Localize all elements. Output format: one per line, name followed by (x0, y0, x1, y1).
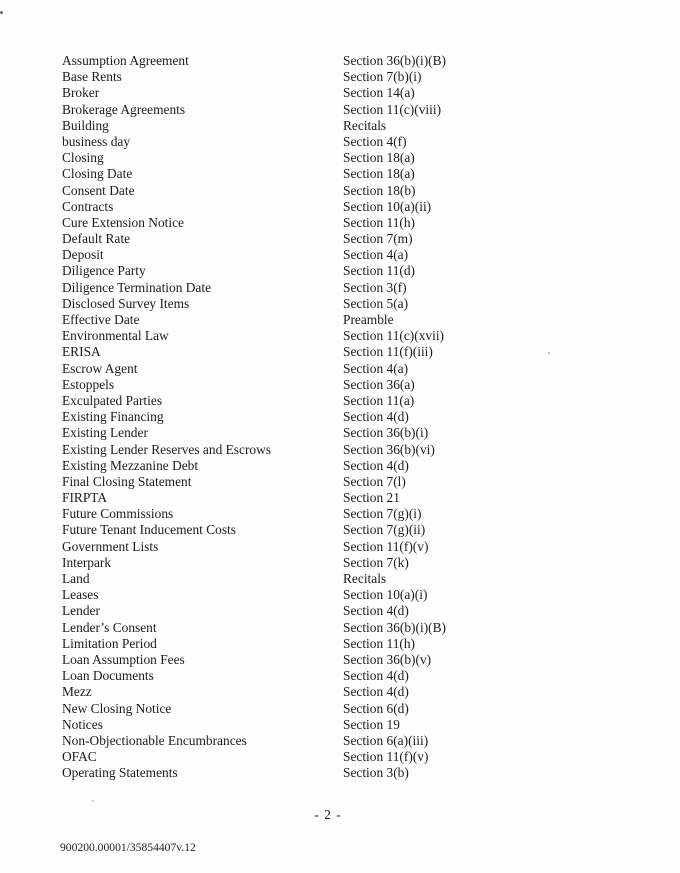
term-row (62, 69, 622, 85)
term-row (62, 490, 622, 506)
section-reference: Section 11(h) (343, 214, 416, 230)
section-reference: Section 7(k) (343, 554, 409, 570)
term-row (62, 539, 622, 555)
term-label: Existing Lender (62, 425, 148, 441)
term-label: Default Rate (62, 231, 131, 247)
scan-speck (0, 11, 3, 14)
section-reference: Section 6(a)(iii) (343, 732, 429, 748)
section-reference: Section 7(g)(ii) (343, 522, 426, 538)
term-row (62, 636, 622, 652)
term-label: ERISA (62, 344, 101, 360)
section-reference: Section 4(d) (343, 668, 409, 684)
term-label: Lender’s Consent (62, 619, 157, 635)
section-reference: Recitals (343, 571, 387, 586)
term-label: Building (62, 117, 109, 133)
term-row (62, 733, 622, 749)
term-label: Brokerage Agreements (62, 101, 186, 117)
term-row (62, 118, 622, 134)
term-row (62, 603, 622, 619)
term-label: Government Lists (62, 538, 159, 554)
term-label: Estoppels (62, 376, 115, 392)
term-row (62, 555, 622, 571)
term-row (62, 620, 622, 636)
section-reference: Section 18(b) (343, 182, 416, 198)
term-label: Deposit (62, 247, 104, 263)
section-reference: Section 4(d) (343, 603, 409, 619)
term-label: Assumption Agreement (62, 53, 189, 68)
term-row (62, 684, 622, 700)
section-reference: Section 36(b)(v) (343, 651, 432, 667)
term-row (62, 85, 622, 101)
term-row (62, 263, 622, 279)
term-row (62, 749, 622, 765)
section-reference: Section 11(h) (343, 635, 416, 651)
section-reference: Section 36(b)(i)(B) (343, 53, 447, 68)
term-label: Future Tenant Inducement Costs (62, 522, 236, 538)
term-row (62, 199, 622, 215)
term-row (62, 247, 622, 263)
term-row (62, 393, 622, 409)
term-label: Broker (62, 85, 100, 101)
section-reference: Section 11(c)(viii) (343, 101, 442, 117)
term-row (62, 102, 622, 118)
term-label: Limitation Period (62, 635, 157, 651)
term-label: Environmental Law (62, 328, 169, 344)
term-row (62, 442, 622, 458)
term-label: Cure Extension Notice (62, 214, 184, 230)
term-row (62, 717, 622, 733)
section-reference: Preamble (343, 312, 394, 327)
section-reference: Section 11(f)(v) (343, 538, 429, 554)
section-reference: Section 4(d) (343, 409, 409, 425)
section-reference: Section 14(a) (343, 85, 415, 101)
term-label: Closing (62, 150, 104, 166)
term-row (62, 377, 622, 393)
term-row (62, 474, 622, 490)
section-reference: Section 3(f) (343, 279, 407, 295)
section-reference: Section 10(a)(ii) (343, 198, 432, 214)
term-row (62, 765, 622, 781)
term-label: Existing Lender Reserves and Escrows (62, 441, 271, 457)
term-label: Future Commissions (62, 506, 174, 522)
term-row (62, 668, 622, 684)
term-label: Notices (62, 716, 103, 732)
term-label: Lender (62, 603, 100, 619)
defined-terms-index (62, 53, 622, 781)
term-label: FIRPTA (62, 490, 108, 506)
section-reference: Recitals (343, 117, 387, 133)
term-row (62, 328, 622, 344)
term-label: Existing Financing (62, 409, 164, 425)
section-reference: Section 11(d) (343, 263, 416, 279)
term-label: New Closing Notice (62, 700, 172, 716)
section-reference: Section 36(b)(vi) (343, 441, 435, 457)
section-reference: Section 11(f)(v) (343, 749, 429, 765)
term-label: Effective Date (62, 312, 140, 327)
term-label: business day (62, 133, 131, 149)
term-row (62, 312, 622, 328)
section-reference: Section 18(a) (343, 166, 415, 182)
section-reference: Section 5(a) (343, 295, 409, 311)
term-row (62, 344, 622, 360)
section-reference: Section 7(b)(i) (343, 69, 422, 85)
term-row (62, 506, 622, 522)
term-label: Closing Date (62, 166, 133, 182)
term-label: Base Rents (62, 69, 122, 85)
term-label: Exculpated Parties (62, 392, 163, 408)
term-row (62, 183, 622, 199)
section-reference: Section 11(a) (343, 392, 415, 408)
section-reference: Section 10(a)(i) (343, 587, 428, 603)
section-reference: Section 4(a) (343, 247, 409, 263)
section-reference: Section 7(l) (343, 473, 406, 489)
section-reference: Section 36(a) (343, 376, 415, 392)
section-reference: Section 7(m) (343, 231, 413, 247)
term-row (62, 296, 622, 312)
term-label: Existing Mezzanine Debt (62, 457, 199, 473)
section-reference: Section 4(a) (343, 360, 409, 376)
term-row (62, 522, 622, 538)
page-number: - 2 - (314, 807, 342, 822)
section-reference: Section 4(d) (343, 457, 409, 473)
term-row (62, 361, 622, 377)
term-row (62, 280, 622, 296)
section-reference: Section 19 (343, 716, 400, 732)
section-reference: Section 18(a) (343, 150, 415, 166)
term-row (62, 134, 622, 150)
document-reference-number: 900200.00001/35854407v.12 (60, 841, 196, 854)
section-reference: Section 6(d) (343, 700, 409, 716)
term-label: Consent Date (62, 182, 135, 198)
term-row (62, 409, 622, 425)
term-label: Mezz (62, 684, 92, 700)
section-reference: Section 36(b)(i)(B) (343, 619, 447, 635)
term-label: Escrow Agent (62, 360, 138, 376)
term-label: Contracts (62, 198, 114, 214)
section-reference: Section 4(d) (343, 684, 409, 700)
term-label: Interpark (62, 554, 112, 570)
term-row (62, 587, 622, 603)
term-label: Non-Objectionable Encumbrances (62, 732, 247, 748)
section-reference: Section 7(g)(i) (343, 506, 422, 522)
term-row (62, 53, 622, 69)
term-row (62, 701, 622, 717)
term-label: Land (62, 571, 90, 586)
term-row (62, 166, 622, 182)
term-row (62, 652, 622, 668)
section-reference: Section 11(c)(xvii) (343, 328, 445, 344)
term-row (62, 150, 622, 166)
term-label: Loan Assumption Fees (62, 651, 185, 667)
term-label: Loan Documents (62, 668, 154, 684)
scan-speck (92, 800, 94, 802)
term-label: Diligence Party (62, 263, 146, 279)
term-label: Disclosed Survey Items (62, 295, 190, 311)
section-reference: Section 11(f)(iii) (343, 344, 433, 360)
term-label: OFAC (62, 749, 97, 765)
term-label: Leases (62, 587, 99, 603)
term-row (62, 215, 622, 231)
term-row (62, 571, 622, 587)
term-row (62, 231, 622, 247)
term-row (62, 425, 622, 441)
section-reference: Section 3(b) (343, 765, 409, 781)
section-reference: Section 36(b)(i) (343, 425, 429, 441)
term-label: Operating Statements (62, 765, 178, 781)
term-label: Final Closing Statement (62, 473, 192, 489)
term-label: Diligence Termination Date (62, 279, 212, 295)
term-row (62, 458, 622, 474)
section-reference: Section 4(f) (343, 133, 407, 149)
section-reference: Section 21 (343, 490, 400, 506)
